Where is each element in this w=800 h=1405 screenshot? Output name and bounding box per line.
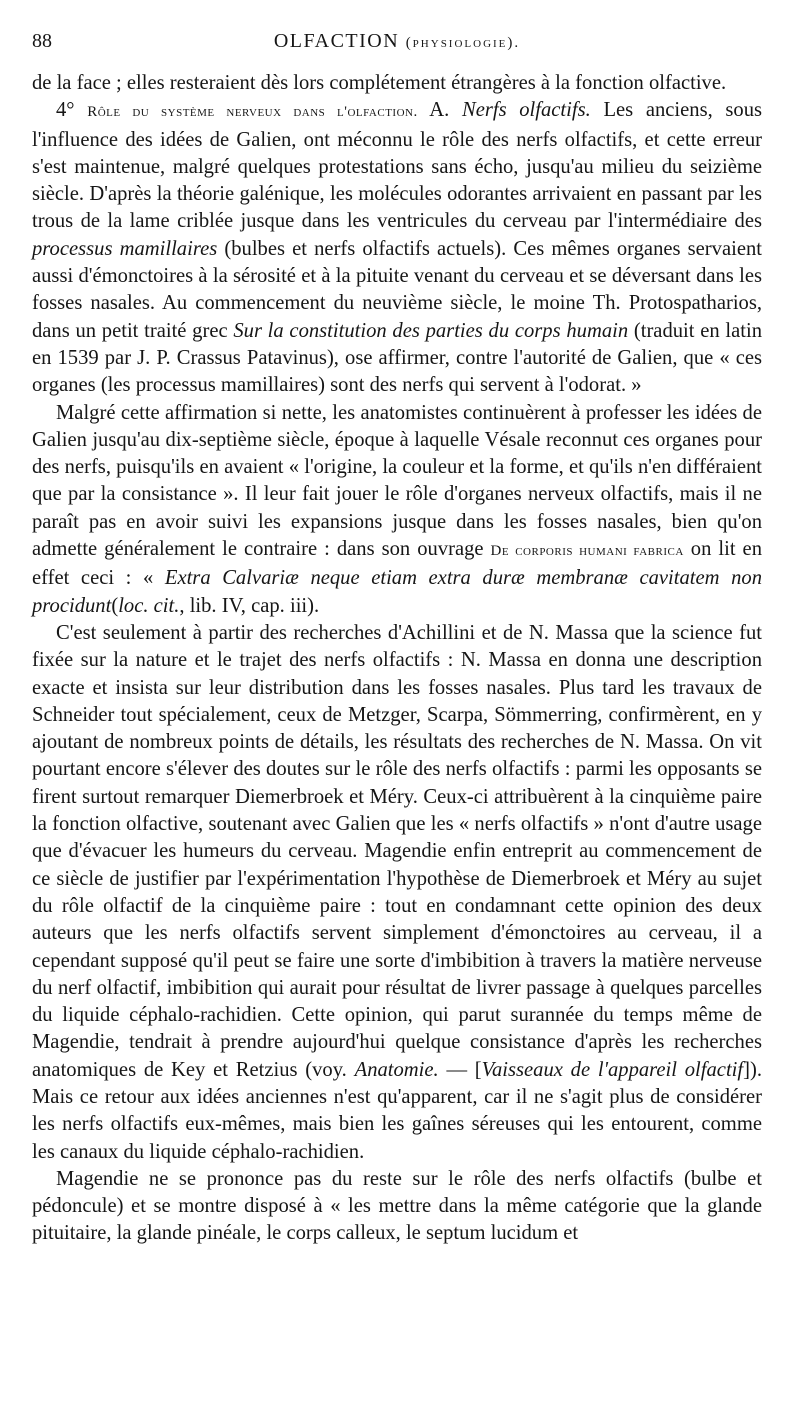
- running-header: [32, 30, 762, 70]
- smallcaps-book-title: De corporis humani fabrica: [490, 543, 684, 560]
- italic-reference: Vaisseaux de l'appareil olfactif: [481, 1058, 744, 1081]
- italic-quote: Extra Calvariæ neque etiam extra duræ membranæ cavitatem non procidunt: [32, 567, 763, 617]
- running-title-subtitle: (physiologie).: [405, 35, 521, 51]
- paragraph-massa: [32, 620, 762, 1166]
- italic-citation: loc. cit.: [118, 594, 180, 617]
- paragraph-text: (bulbes et nerfs olfactifs actuels). Ces mêmes organes servaient aussi d'émonctoires à la sérosité et à la pituite venant du cerveau et se déversant dans les fosses nasales. Au commencement du neuvième siècle, le moine Th. Protospatharios, dans un petit traité grec: [32, 237, 762, 342]
- paragraph-text: Magendie ne se prononce pas du reste sur le rôle des nerfs olfactifs (bulbe et pédoncule) et se montre disposé à « les mettre dans la même catégorie que la glande pituitaire, la glande pinéale, le corps calleux, le septum lucidum et: [32, 1167, 762, 1245]
- page-number: 88: [32, 30, 52, 52]
- running-title-main: OLFACTION: [273, 30, 400, 52]
- subsection-label: A.: [429, 99, 450, 122]
- paragraph-text: on lit en effet ceci : «: [32, 538, 762, 590]
- paragraph-text: (traduit en latin en 1539 par J. P. Crassus Patavinus), ose affirmer, contre l'autorité de Galien, que « ces organes (les processus mamillaires) sont des nerfs qui servent à l'odorat. »: [32, 319, 762, 397]
- italic-reference: Anatomie.: [354, 1058, 439, 1081]
- paragraph-text: (: [111, 594, 119, 617]
- paragraph-magendie: [32, 1166, 762, 1248]
- section-heading: Rôle du système nerveux dans l'olfaction.: [87, 104, 418, 121]
- running-title: [32, 30, 762, 53]
- paragraph-text: Les anciens, sous l'influence des idées de Galien, ont méconnu le rôle des nerfs olfactifs, et cette erreur s'est maintenue, malgré quelques protestations sans écho, jusqu'au milieu du seizième siècle. D'après la théorie galénique, les molécules odorantes arrivaient en passant par les trous de la lame criblée jusque dans les ventricules du cerveau par l'intermédiaire des: [32, 99, 763, 233]
- paragraph-text: , lib. IV, cap. iii).: [179, 594, 320, 617]
- paragraph-text: ]). Mais ce retour aux idées anciennes n'est qu'apparent, car il ne s'agit plus de considérer les nerfs olfactifs eux-mêmes, mais bien les gaînes séreuses qui les entourent, comme les canaux du liquide céphalo-rachidien.: [32, 1058, 762, 1163]
- page-body: [32, 70, 762, 1248]
- paragraph-text: de la face ; elles resteraient dès lors complétement étrangères à la fonction olfactive.: [32, 72, 727, 94]
- paragraph-text: — [: [446, 1058, 482, 1081]
- paragraph-continuation: [32, 70, 762, 97]
- paragraph-text: C'est seulement à partir des recherches d'Achillini et de N. Massa que la science fut fixée sur la nature et le trajet des nerfs olfactifs : N. Massa en donna une description exacte et insista sur leur distribution dans les fosses nasales. Plus tard les travaux de Schneider tout spécialement, ceux de Metzger, Scarpa, Sömmerring, confirmèrent, en y ajoutant de nombreux points de détails, les résultats des recherches de N. Massa. On vit pourtant encore s'élever des doutes sur le rôle des nerfs olfactifs : parmi les opposants se firent surtout remarquer Diemerbroek et Méry. Ceux-ci attribuèrent à la cinquième paire la fonction olfactive, soutenant avec Galien que les « nerfs olfactifs » n'ont d'autre usage que d'évacuer les humeurs du cerveau. Magendie enfin entreprit au commencement de ce siècle de justifier par l'expérimentation l'hypothèse de Diemerbroek et Méry au sujet du rôle olfactif de la cinquième paire : tout en condamnant cette opinion des deux auteurs que les nerfs olfactifs servent simplement d'émonctoires au cerveau, il a cependant supposé qu'il peut se faire une sorte d'imbibition à travers la matière nerveuse du nerf olfactif, imbibition qui aurait pour résultat de livrer passage à quelques parcelles du liquide céphalo-rachidien. Cette opinion, qui parut surannée du temps même de Magendie, tendrait à prendre aujourd'hui quelque consistance d'après les recherches anatomiques de Key et Retzius (voy.: [32, 621, 762, 1081]
- italic-book-title: Sur la constitution des parties du corps humain: [233, 319, 629, 342]
- paragraph-vesale: [32, 400, 762, 620]
- paragraph-section-4: [32, 97, 762, 399]
- paragraph-text: Malgré cette affirmation si nette, les anatomistes continuèrent à professer les idées de Galien jusqu'au dix-septième siècle, époque à laquelle Vésale reconnut ces organes pour des nerfs, puisqu'ils en avaient « l'origine, la couleur et la forme, et qu'ils n'en différaient que par la consistance ». Il leur fait jouer le rôle d'organes nerveux olfactifs, mais il ne paraît pas en avoir suivi les expansions jusque dans les fosses nasales, bien qu'on admette généralement le contraire : dans son ouvrage: [32, 401, 762, 561]
- italic-term: processus mamillaires: [32, 237, 218, 260]
- subsection-heading: Nerfs olfactifs.: [461, 99, 591, 122]
- section-number: 4°: [56, 99, 75, 122]
